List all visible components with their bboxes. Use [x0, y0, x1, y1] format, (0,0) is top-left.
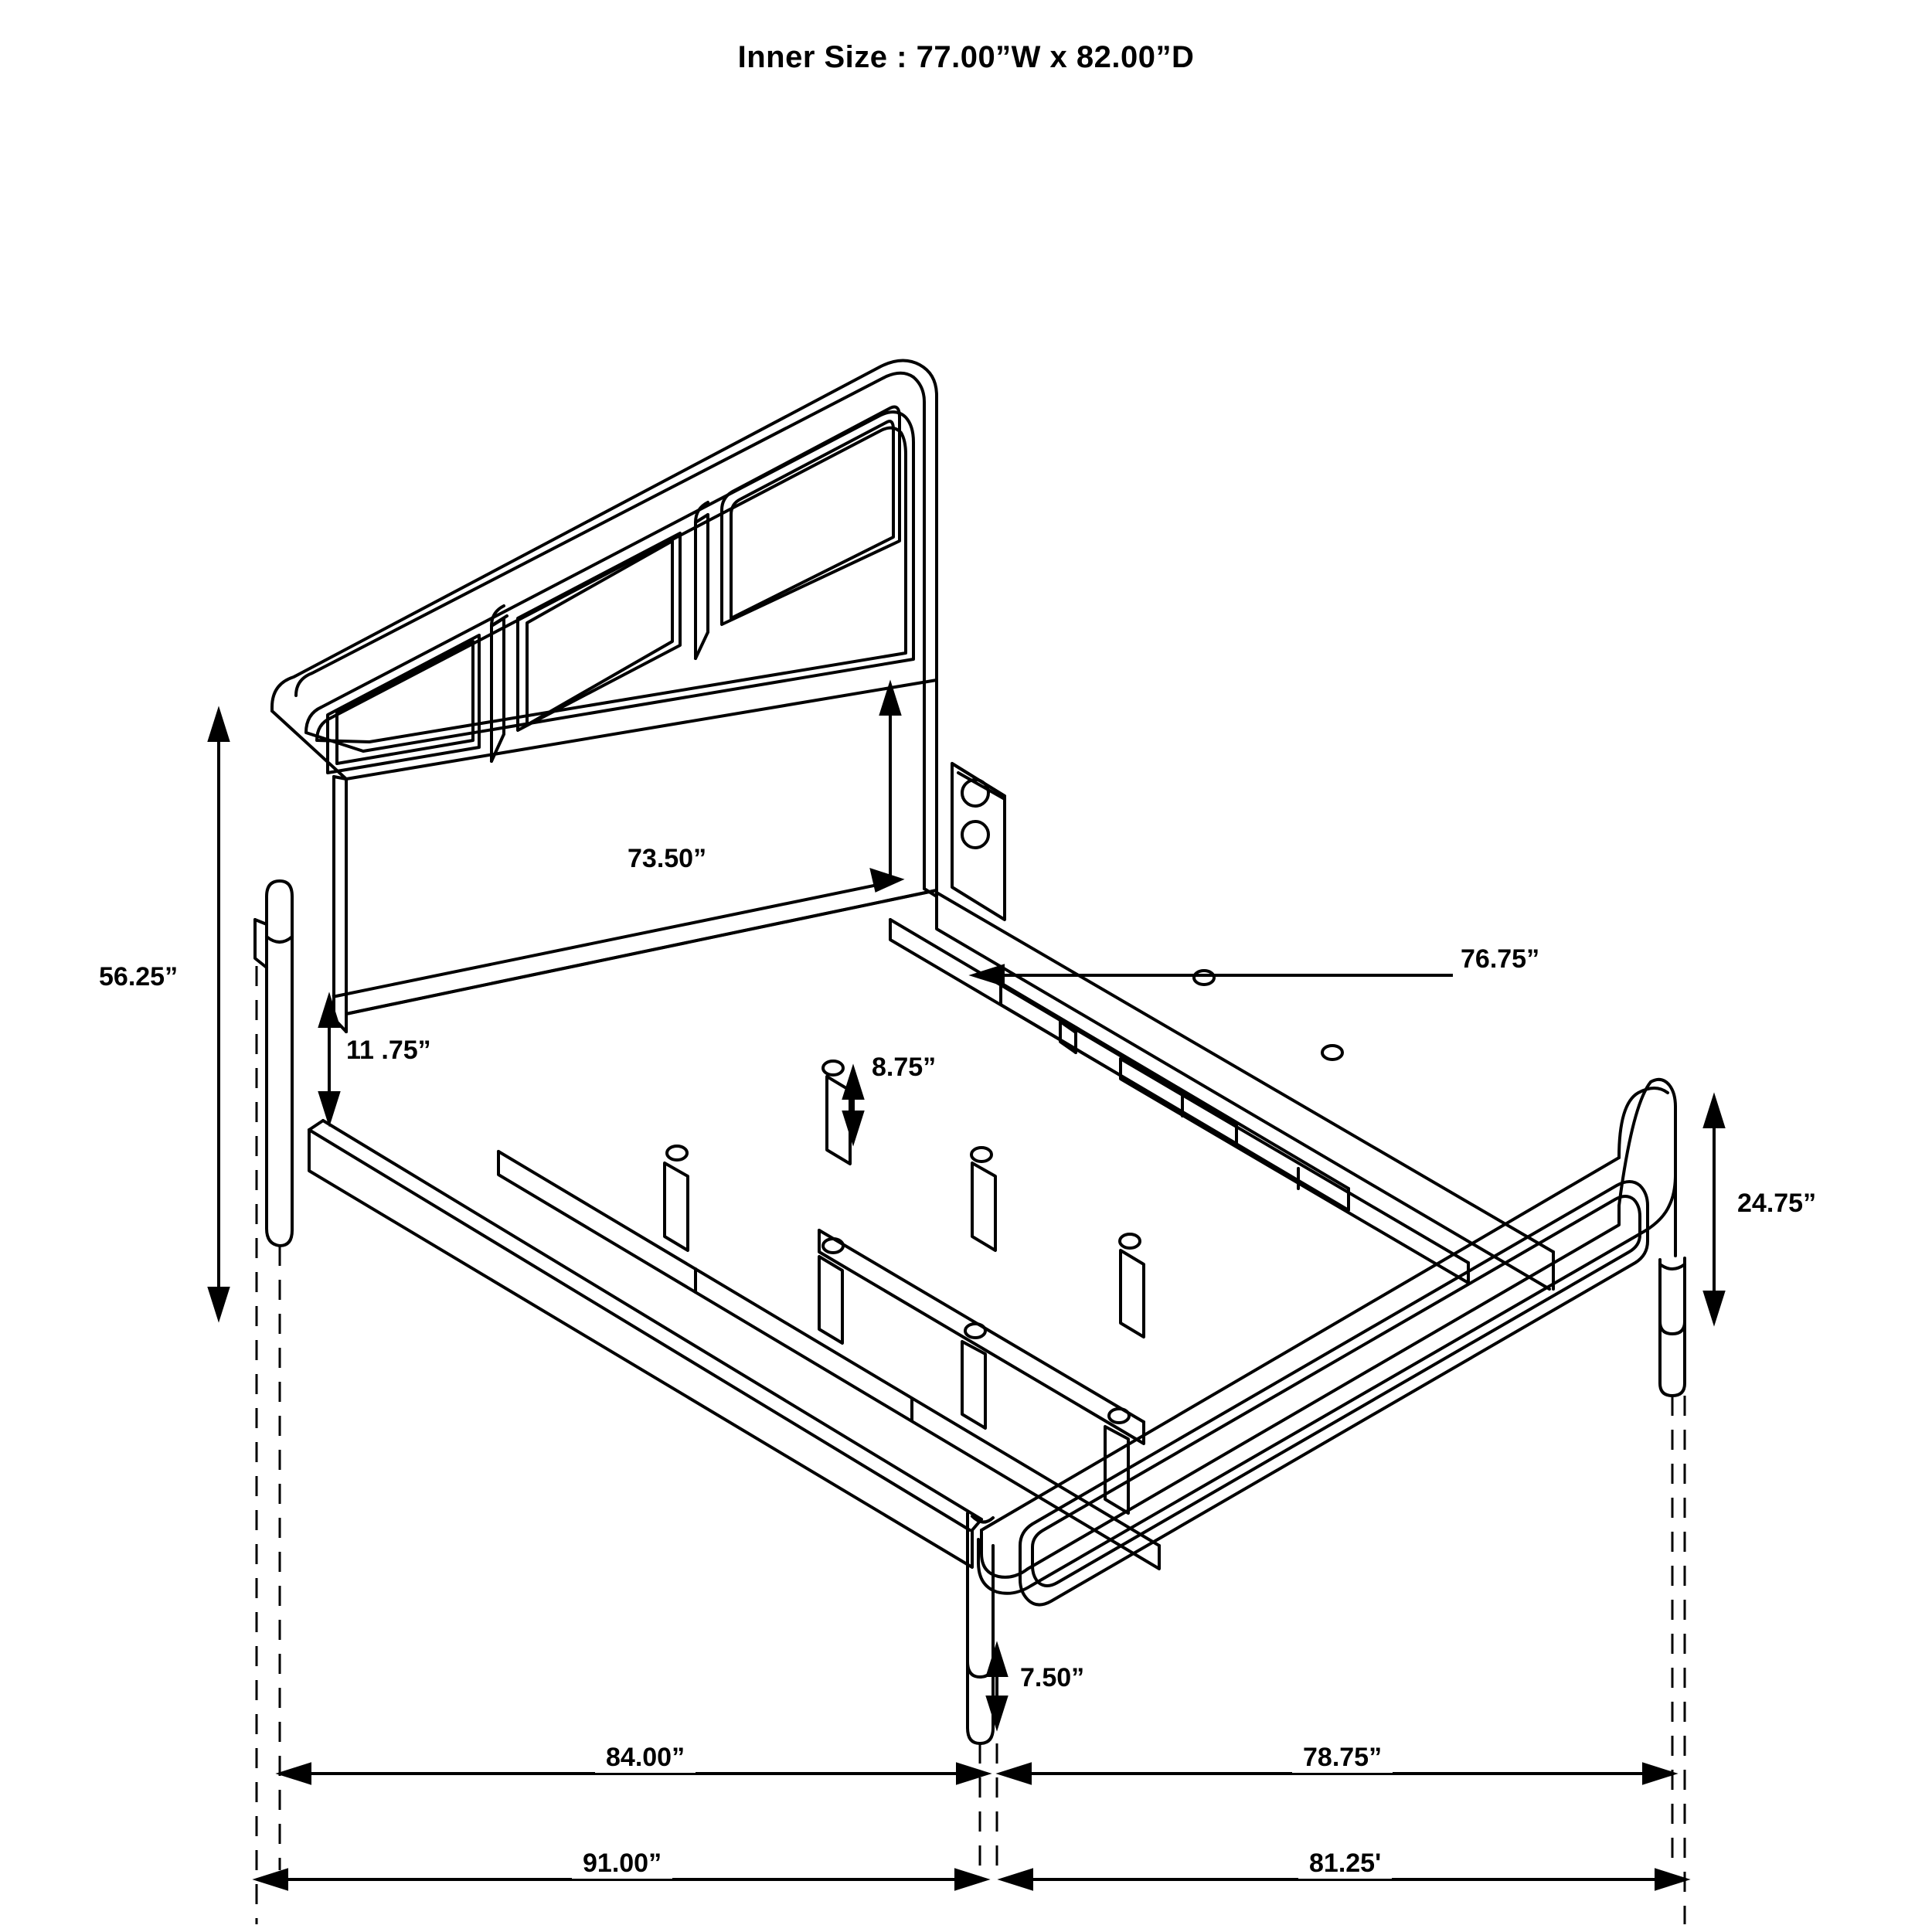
bed-frame	[309, 893, 1553, 1569]
page-title: Inner Size : 77.00”W x 82.00”D	[737, 40, 1195, 74]
dimension-lines	[209, 685, 1723, 1924]
dimension-label-rail-height: 11 .75”	[346, 1036, 431, 1065]
dimension-label-footboard-width: 78.75”	[1292, 1743, 1393, 1773]
dimension-label-footboard-height: 24.75”	[1737, 1189, 1817, 1218]
dimension-label-height: 56.25”	[99, 962, 179, 992]
dimension-label-slat-height: 8.75”	[872, 1053, 937, 1082]
dimension-label-headboard-width: 73.50”	[628, 844, 707, 873]
dimension-label-side-rail-length: 84.00”	[595, 1743, 696, 1773]
headboard	[255, 360, 1005, 1246]
dimension-label-inner-width: 76.75”	[1461, 944, 1540, 974]
dimension-label-leg-clearance: 7.50”	[1020, 1663, 1085, 1692]
dimension-label-overall-length: 91.00”	[572, 1849, 672, 1879]
dimension-label-overall-width: 81.25'	[1298, 1849, 1392, 1879]
